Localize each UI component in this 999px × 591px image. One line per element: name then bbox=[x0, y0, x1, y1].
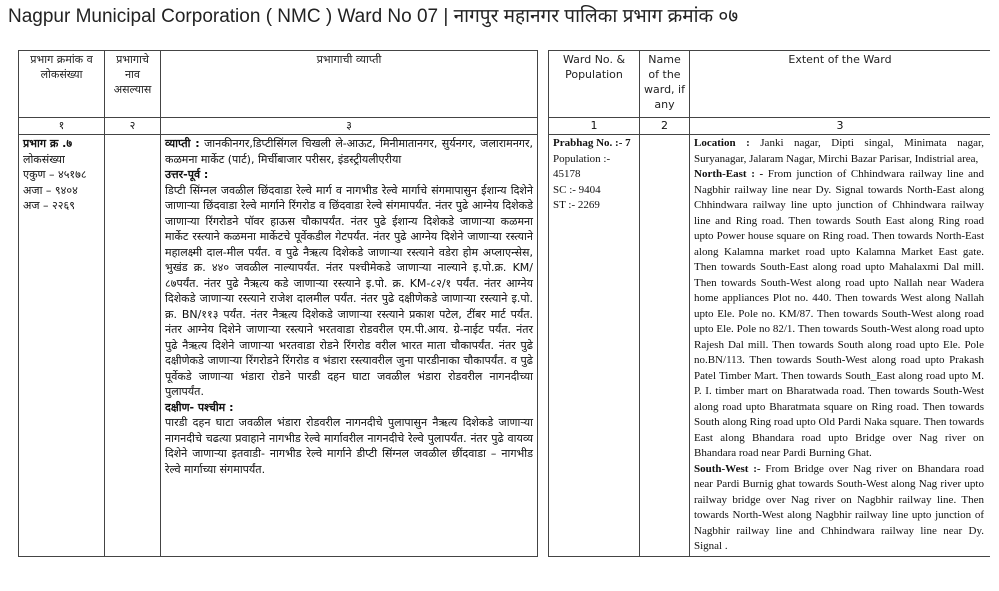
ward-en-label-text: Prabhag No. :- 7 bbox=[553, 137, 631, 149]
extent-en-ne-text: From junction of Chhindwara railway line and Nagbhir railway line near Dy. Signal towards North-East along Chhindwara railway line upto junction of Chhindwara railway line and Ring road. Then towards South East along Ring road upto Power house square on Ring road. Then towards North-East along Kalamna market road upto Kalamna Market East gate. Then towards South-East along road upto Mahalaxmi Dal mill. Then towards South-West along road upto Nallah near Wadera home appliances Plot no. 440. Then towards West along Nallah upto Ele. Pole no. KM/87. Then towards South-West along road upto Ele. Pole no 82/1. Then towards South-West along road upto Rajesh Dal mill. Then towards South along road upto Ele. Pole no.BN/113. Then towards South-West along road upto Prakash Patel Timber Mart. Then towards South_East along road upto M. P. I. timber mart on Bharatwada road. Then towards South-West along road upto Bharatmata square on Ring road. Then towards South along Ring road upto Old Pardi Naka square. Then towards East along Bhandara road upto Bridge over Nag river on Bhandara road near Pardi Burning Ghat. bbox=[694, 168, 984, 459]
ward-en-label bbox=[553, 136, 635, 152]
header-en-ward-no: Ward No. & Population bbox=[549, 51, 640, 118]
extent-mr-sw-heading bbox=[165, 400, 533, 416]
column-gap bbox=[538, 118, 549, 135]
header-mr-ward-name: प्रभागाचे नाव असल्यास bbox=[105, 51, 161, 118]
ward-row bbox=[19, 135, 991, 557]
header-mr-extent: प्रभागाची व्याप्ती bbox=[161, 51, 538, 118]
ward-table bbox=[18, 50, 990, 557]
extent-en-ne-label: North-East : - bbox=[694, 168, 764, 180]
column-gap bbox=[538, 51, 549, 118]
extent-mr-ne-text: डिप्टी सिंग्नल जवळील छिंदवाडा रेल्वे मार्ग व नागभीड रेल्वे मार्गाचे संगमापासुन ईशान्य दिशेने जाणाऱ्या छिंदवाडा रेल्वे मार्गाने रिंगरोड व छिंदवाडा रेल्वे संगमापर्यंत. नंतर पुढे आग्नेय दिशेकडे जाणाऱ्या रिंगरोडने पॉवर हाऊस चौकापर्यंत. नंतर पुढे ईशान्य दिशेकडे जाणाऱ्या कळमना मार्केट रस्त्याने कळमना मार्केटचे पूर्वेकडील गेटपर्यंत. नंतर पुढे आग्नेय दिशेने जाणाऱ्या रस्त्याने महालक्ष्मी दाल-मील पर्यंत. व पुढे नैऋत्य दिशेकडे जाणाऱ्या रस्त्याने वडेरा होम अप्लाएन्सेस, भुखंड क्र. ४४० जवळील नाल्यापर्यंत. नंतर पश्चीमेकडे जाणाऱ्या नाल्याने इ.पो.क्र. KM/८७पर्यंत. नंतर पुढे नैऋत्य कडे जाणाऱ्या रस्त्याने इ.पो. क्र. KM-८२/१ पर्यंत. नंतर आग्नेय दिशेकडे जाणाऱ्या रस्त्याने राजेश दालमील पर्यंत. नंतर पुढे दक्षीणेकडे जाणाऱ्या रस्त्याने इ.पो. क्र. BN/११३ पर्यंत. नंतर नैऋत्य दिशेकडे जाणाऱ्या रस्त्याने प्रकाश पटेल, टींबर मार्ट पर्यंत. नंतर आग्नेय दिशेने जाणाऱ्या रस्त्याने भरतवाडा रोडवरील एम.पी.आय. ग्रे-नाईट पर्यंत. नंतर पुढे नैऋत्य दिशेने जाणाऱ्या भरतवाडा रोडने रिंगरोड वरील भारत माता चौकापर्यंत. नंतर पुढे दक्षीणेकडे जाणाऱ्या रिंगरोडने रिंगरोड व भंडारा रस्त्यावरील जुना पारडीनाका चौकापर्यंत. व पुढे पूर्वेकडे जाणाऱ्या भंडारा रोडने पारडी दहन घाटा जवळील भंडारा रोडवरील नागनदीच्या पुलापर्यंत. bbox=[165, 183, 533, 398]
extent-mr-sw-text: पारडी दहन घाटा जवळील भंडारा रोडवरील नागनदीचे पुलापासुन नैऋत्य दिशेकडे जाणाऱ्या नागनदीचे चढत्या प्रवाहाने नागभीड रेल्वे मार्गावरील नागनदीचे रेल्वे पुलापर्यंत. नंतर पुढे वायव्य दिशेने जाणाऱ्या इतवाडी- नागभीड रेल्वे मार्गाने डीप्टी सिंग्नल जवळील छींदवाडा – नागभीड रेल्वे मार्गाच्या संगमापर्यंत. bbox=[165, 416, 533, 476]
ward-mr-st: अज – २२६९ bbox=[23, 199, 75, 212]
ward-en-population: 45178 bbox=[553, 168, 581, 180]
header-en-ward-name: Name of the ward, if any bbox=[640, 51, 690, 118]
extent-mr-ne-label: उत्तर-पूर्व : bbox=[165, 168, 209, 181]
col-num-mr-2: २ bbox=[105, 118, 161, 135]
extent-en-cell bbox=[690, 135, 991, 557]
extent-mr-ne-heading bbox=[165, 167, 533, 183]
ward-mr-cell bbox=[19, 135, 105, 557]
col-num-mr-3: ३ bbox=[161, 118, 538, 135]
col-num-mr-1: १ bbox=[19, 118, 105, 135]
ward-document bbox=[18, 50, 990, 580]
ward-en-name-cell bbox=[640, 135, 690, 557]
header-en-extent: Extent of the Ward bbox=[690, 51, 991, 118]
ward-mr-sc: अजा – ९४०४ bbox=[23, 183, 78, 197]
ward-en-sc: SC :- 9404 bbox=[553, 183, 601, 196]
column-number-row bbox=[19, 118, 991, 135]
ward-mr-name-cell bbox=[105, 135, 161, 557]
extent-en-ne bbox=[694, 167, 984, 462]
column-gap bbox=[538, 135, 549, 557]
ward-mr-total: एकुण – ४५१७८ bbox=[23, 168, 87, 181]
extent-en-location bbox=[694, 136, 984, 167]
header-mr-ward-no: प्रभाग क्रमांक व लोकसंख्या bbox=[19, 51, 105, 118]
ward-en-st: ST :- 2269 bbox=[553, 199, 600, 211]
extent-en-location-text: Janki nagar, Dipti singal, Minimata nagar, Suryanagar, Jalaram Nagar, Mirchi Bazar Parisar, Indistrial area, bbox=[694, 137, 984, 165]
ward-mr-population-label: लोकसंख्या bbox=[23, 152, 65, 166]
extent-mr-scope-label: व्याप्ती : bbox=[165, 137, 200, 150]
ward-en-cell bbox=[549, 135, 640, 557]
extent-mr-cell bbox=[161, 135, 538, 557]
extent-en-location-label: Location : bbox=[694, 137, 750, 149]
ward-en-population-label: Population :- bbox=[553, 152, 611, 165]
page-title: Nagpur Municipal Corporation ( NMC ) Ward No 07 | नागपुर महानगर पालिका प्रभाग क्रमांक ०७ bbox=[8, 6, 739, 27]
extent-mr-scope bbox=[165, 136, 533, 167]
header-row bbox=[19, 51, 991, 118]
extent-en-sw-text: From Bridge over Nag river on Bhandara road near Pardi Burnig ghat towards South-West along Nag river upto railway bridge over Nag river on Nagbhir railway line. Then towards North-West along Nagbhir railway line upto junction of Nagbhir railway line and Chhindwara railway line near Dy. Signal . bbox=[694, 462, 984, 552]
extent-mr-sw-label: दक्षीण- पश्चीम : bbox=[165, 400, 234, 414]
extent-en-sw bbox=[694, 462, 984, 555]
extent-mr-scope-text: जानकीनगर,डिप्टीसिंगल चिखली ले-आऊट, मिनीमातानगर, सुर्यनगर, जलारामनगर, कळमना मार्केट (पार्ट), मिर्चीबाजार परीसर, इंडस्ट्रीयलीएरीया bbox=[165, 137, 533, 166]
col-num-en-2: 2 bbox=[640, 118, 690, 135]
col-num-en-3: 3 bbox=[690, 118, 991, 135]
ward-mr-label: प्रभाग क्र .७ bbox=[23, 137, 73, 150]
extent-en-sw-label: South-West :- bbox=[694, 462, 761, 475]
col-num-en-1: 1 bbox=[549, 118, 640, 135]
